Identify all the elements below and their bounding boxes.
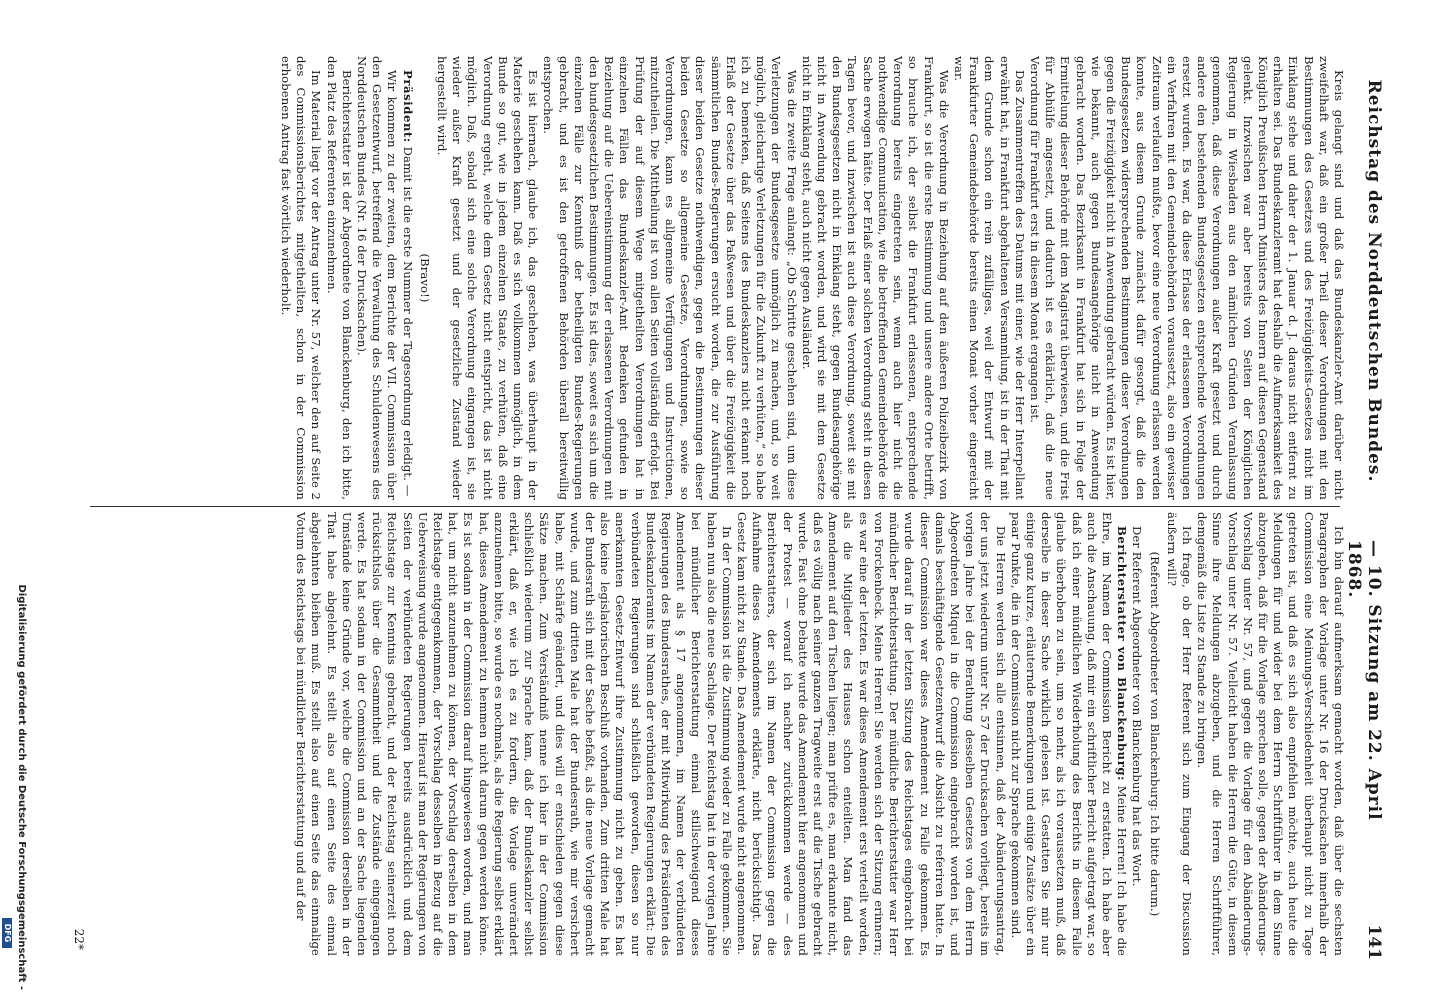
paragraph-text: Der Referent Abgeordneter von Blanckenburg hat das Wort. (1130, 526, 1145, 887)
lower-column-note (1146, 512, 1161, 956)
paragraph-text: Es ist hiernach, glaube ich, das geschehen, was überhaupt in der Materie geschehen kann. Daß es sich vollkommen unmöglich, in dem Bunde so gut, wie in jedem einzelnen Staate, zu verhüten, daß eine Verordnung ergeht, welche dem Gesetz nicht entspricht, das ist nicht möglich. Daß, sobald sich eine solche Verordnung eingangen ist, sie wieder außer Kraft gesetzt und der gesetzliche Zustand wieder hergestellt wird. (435, 56, 541, 500)
upper-column-paragraph (799, 56, 951, 500)
lower-column-paragraph (734, 512, 1008, 956)
lower-column-paragraph (1164, 512, 1194, 956)
upper-column-paragraph (1027, 56, 1346, 500)
paragraph-text: Was die zweite Frage anlangt: „Ob Schritte geschehen sind, um diese Verletzungen der Bundesgesetze unmöglich zu machen, und, so weit möglich, gleichartige Verletzungen für die Zukunft zu verhüten,“ so habe ich zu bemerken, daß Seitens des Bundeskanzlers nicht erkannt noch Erlaß der Gesetze über das Paßwesen und über die Freizügigkeit die sämmtlichen Bundes-Regierungen ersucht worden, die zur Ausführung dieser beiden Gesetze nothwendigen, gegen die Bestimmungen dieser beiden Gesetze so allgemeine Gesetze, Verordnungen, sowie so Verordnungen, kann es allgemeine Verfügungen und Instructionen, mitzutheilen. Die Mittheilung ist von allen Seiten vollständig erfolgt. Bei Prüfung der auf diesem Wege mitgetheilten Verordnungen hat in einzelnen Fällen das Bundeskanzler-Amt Bedenken gefunden in Beziehung auf die Uebereinstimmung der erlassenen Verordnungen mit den bundesgesetzlichen Bestimmungen. Es ist dies, soweit es sich um die einzelnen Fälle zur Kenntniß der betheiligten Bundes-Regierungen gebracht, und es ist den getroffenen Behörden überall bereitwillig entsprochen. (541, 56, 799, 500)
paragraph-text: Die Herren werden sich alle entsinnen, daß der Abänderungsantrag, der uns jetzt wiederum unter Nr. 57 der Drucksachen vorliegt, bereits im vorigen Jahre bei der Berathung desselben Gesetzes von dem Herrn Abgeordneten Miquel in die Commission eingebracht worden ist, und damals beschäftigende Gesetzentwurf die Absicht zu referiren hatte. In dieser Commission war dieses Amendement zu Falle gekommen. Es wurde darauf in der letzten Sitzung des Reichstages eingebracht bei mündlicher Berichterstattung. Der mündliche Berichterstatter war Herr von Forckenbeck. Meine Herren! Sie werden sich der Sitzung erinnern; es war eine der letzten. Es war dieses Amendement erst verteilt worden, als die Mitglieder des Hauses schon enteilten. Man fand das Amendement auf den Tischen liegen; man prüfte es, man erkannte nicht, daß es völlig nach seiner ganzen Tragweite erst auf die Tische gebracht wurde. Fast ohne Debatte wurde das Amendement hier angenommen und der Protest — worauf ich nachher zurückkommen werde — des Berichterstatters, der sich im Namen der Commission gegen die Aufnahme dieses Amendements erklärte, nicht berücksichtigt. Das Gesetz kam nicht zu Stande. Das Amendement wurde nicht angenommen. (735, 512, 1008, 956)
column-divider (90, 506, 1340, 507)
paragraph-text: (Referent Abgeordneter von Blanckenburg: Ich bitte darum.) (1147, 551, 1162, 917)
lower-column-paragraph (1129, 512, 1144, 956)
upper-column-paragraph (399, 56, 414, 500)
upper-column-paragraph (434, 56, 540, 500)
paragraph-text: Ich bin darauf aufmerksam gemacht worden, daß über die sechsten Paragraphen der Vorlage unter Nr. 16 der Drucksachen innerhalb der Commission eine Meinungs-Verschiedenheit überhaupt nicht zu Tage getreten ist, und daß es sich also empfehlen möchte, auch heute die Meldungen für und wider bei dem Herrn Schriftführer in dem Sinne abzugeben, daß für die Vorlage sprechen solle, gegen der Abänderungs-Vorschlag unter Nr. 57, und gegen die Vorlage für den Abänderungs-Vorschlag unter Nr. 57. Vielleicht haben die Herren die Güte, in diesem Sinne ihre Meldungen abzugeben, und die Herren Schriftführer, demgemäß die Liste zu Stande zu bringen. (1195, 512, 1346, 956)
upper-column-paragraph (540, 56, 798, 500)
paragraph-text: Berichterstatter ist der Abgeordnete von Blanckenburg, den ich bitte, den Platz des Referenten einzunehmen. (324, 56, 354, 500)
upper-column-paragraph (951, 56, 1027, 500)
paragraph-text: Im Material liegt vor der Antrag unter Nr. 57, welcher den auf Seite 2 des Commissionsberichtes mitgetheilten, schon in der Commission erhobenen Antrag fast wörtlich wiederholt. (278, 56, 324, 500)
upper-column-paragraph (354, 56, 400, 500)
running-title-right: — 10. Sitzung am 22. April 1868. (1344, 540, 1384, 821)
paragraph-text: Damit ist die erste Nummer der Tagesordnung erledigt. — (400, 146, 415, 497)
paragraph-text: Wir kommen zu der zweiten, dem Berichte der VII. Commission über den Gesetzentwurf, betreffend die Verwaltung des Schuldenwesens des Norddeutschen Bundes (Nr. 16 der Drucksachen). (355, 56, 400, 500)
upper-column-paragraph (278, 56, 324, 500)
running-title-left: Reichstag des Norddeutschen Bundes. (1364, 79, 1384, 483)
lower-column-paragraph (1194, 512, 1346, 956)
paragraph-text: Das Zusammentreffen des Datums mit einer, wie der Herr Interpellant erwähnt hat, in Frankfurt abgehaltenen Versammlung, ist in der That mit dem Grunde schon ein rein zufälliges, weil der Entwurf mit der Frankfurter Gemeindebehörde bereits einen Monat vorher eingereicht war. (951, 56, 1027, 500)
lower-column-paragraph (293, 512, 734, 956)
paragraph-text: Meine Herren! Ich habe die Ehre, im Namen der Commission Bericht zu erstatten. Ich habe aber auch die Anschauung, daß mir ein schriftlicher Bericht aufgetragt war, so daß ich einer mündlichen Wiederholung des Berichts in diesem Falle glaube überhoben zu sein, um so mehr, als ich voraussetzen muß, daß derselbe in dieser Sache wirklich gelesen ist. Gestatten Sie mir nur einige ganz kurze, erläuternde Bemerkungen und einige Zusätze über ein paar Punkte, die in der Commission nicht zur Sprache gekommen sind. (1008, 512, 1130, 956)
paragraph-text: Was die Verordnung in Beziehung auf den äußeren Polizeibezirk von Frankfurt, so ist die erste Bestimmung und unsere andere Orte betrifft, so brauche ich, der selbst die Frankfurt erlassenen, entsprechende Verordnung bereits eingetreten sein, wenn auch hier nicht die nothwendige Communication, wie die betreffenden Gemeindebehörde die Sache erwogen hätte. Der Erlaß einer solchen Verordnung steht in diesen Tagen bevor, und inzwischen ist auch diese Verordnung, soweit sie mit den Bundesgesetzen nicht in Einklang steht, gegen Bundesangehörige nicht in Anwendung gebracht worden, und wird sie mit dem Gesetze nicht in Einklang steht, auch nicht gegen Ausländer. (799, 56, 951, 500)
speaker-name: Berichterstatter von Blanckenburg: (1115, 526, 1130, 781)
text-column-upper (91, 56, 1346, 500)
paragraph-text: In der Commission ist die Zustimmung wieder zu Falle gekommen. Sie haben nun also die neue Sachlage. Der Reichstag hat in der vorigen Jahre bei mündlicher Berichterstattung einmal stillschweigend dieses Amendement als § 17 angenommen, im Namen der verbündeten Regierungen des Bundesrathes, der mit Mitwirkung des Präsidenten des Bundeskanzleramts im Namen der verbündeten Regierungen erklärt: Die verbündeten Regierungen sind schließlich geworden, diesen so nur anerkannten Gesetz-Entwurf ihre Zustimmung nicht zu geben. Es hat also keine legislatorischen Beschluß vorhanden. Zum dritten Male hat der Bundesrath sich mit der Sache befaßt, als die neue Vorlage gemacht wurde, und zum dritten Male hat der Bundesrath, wie mir versichert habe, mit Schärfe geändert, und dies will er entschieden gegen diese Sätze machen. Zum Verständniß nenne ich hier in der Commission schließlich wiederum zur Sprache kam, daß der Bundeskanzler selbst erklärt, daß er, wie ich es zu fordern, die Vorlage unverändert anzunehmen bitte, so wurde es nochmals, als die Regierung selbst erklärt hat, dieses Amendement zu hemmen nicht darum gegen werden könne. Es ist sodann in der Commission darauf hingewiesen worden, und man hat, um nicht anzunehmen zu können, der Vorschlag derselben in dem Reichstage entgegenkommen, der Vorschlag desselben in Bezug auf die Ueberweisung wurde angenommen. Hierauf ist man der Regierungen von Seiten der verbündeten Regierungen bereits ausdrücklich und dem Reichstage zur Kenntnis gebracht, und der Reichstag seinerzeit noch rücksichtslos über die Gesammtheit und die Zustände eingegangen werde. Es hat sodann in der Commission und an der Sache liegenden Umstände keine Gründe vor, welche die Commission derselben in der That habe abgelehnt. Es stellt also auf einen Seite des einmal abgelehnten bleiben muß. Es stellt also auf einen Seite das einmalige Votum des Reichstags bei mündlicher Berichterstattung und auf der (294, 512, 734, 956)
text-column-lower (86, 512, 1346, 956)
paragraph-text: Kreis gelangt sind und daß das Bundeskanzler-Amt darüber nicht zweifelhaft war, daß ein großer Theil dieser Verordnungen mit den Bestimmungen des Gesetzes und des Freizügigkeits-Gesetzes nicht im Einklang stehe und daher der 1. Januar d. J. daraus nicht entfernt zu erhalten sei. Das Bundeskanzleramt hat deshalb die Aufmerksamkeit des Königlich Preußischen Herrn Ministers des Innern auf diesen Gegenstand gelenkt. Inzwischen war aber bereits von Seiten der Königlichen Regierung in Wiesbaden aus den nämlichen Gründen Veranlassung genommen, daß diese Verordnungen außer Kraft gesetzt und durch andere den bestehenden Bundesgesetzen entsprechende Verordnungen ersetzt wurden. Es war, da diese Erlasse der erlassenen Verordnungen ein Verfahren mit den Gemeindebehörden voraussetzt, also ein gewisser Zeitraum verlaufen mußte, bevor eine neue Verordnung erlassen werden konnte, aus diesem Grunde zunächst dafür gesorgt, daß die den Bundesgesetzen widersprechenden Bestimmungen dieser Verordnungen gegen die Freizügigkeit nicht in Anwendung gebracht würden. Es ist hier, wie bekannt, auch gegen Bundesangehörige nicht in Anwendung gebracht worden. Das Bezirksamt in Frankfurt hat sich in Folge der Ermittelung dieser Behörde mit dem Magistrat überwiesen, und die Frist für Abhülfe angesetzt, und dadurch ist es erklärlich, daß die neue Verordnung für Frankfurt erst in diesem Monat ergangen ist. (1027, 56, 1346, 500)
upper-column-paragraph (323, 56, 353, 500)
speaker-name: Präsident: (400, 70, 415, 143)
lower-column-paragraph (1008, 512, 1130, 956)
page-number: 141 (1364, 924, 1384, 960)
paragraph-text: (Bravo!) (417, 253, 432, 303)
upper-column-note (417, 56, 432, 500)
digitization-credit: Digitalisierung gefördert durch die Deutsche Forschungsgemeinschaft - (16, 584, 27, 990)
signature-mark: 22* (72, 928, 86, 950)
paragraph-text: Ich frage, ob der Herr Referent sich zum Eingang der Discussion äußern will? (1164, 512, 1194, 956)
dfg-logo: DFG (2, 918, 12, 948)
